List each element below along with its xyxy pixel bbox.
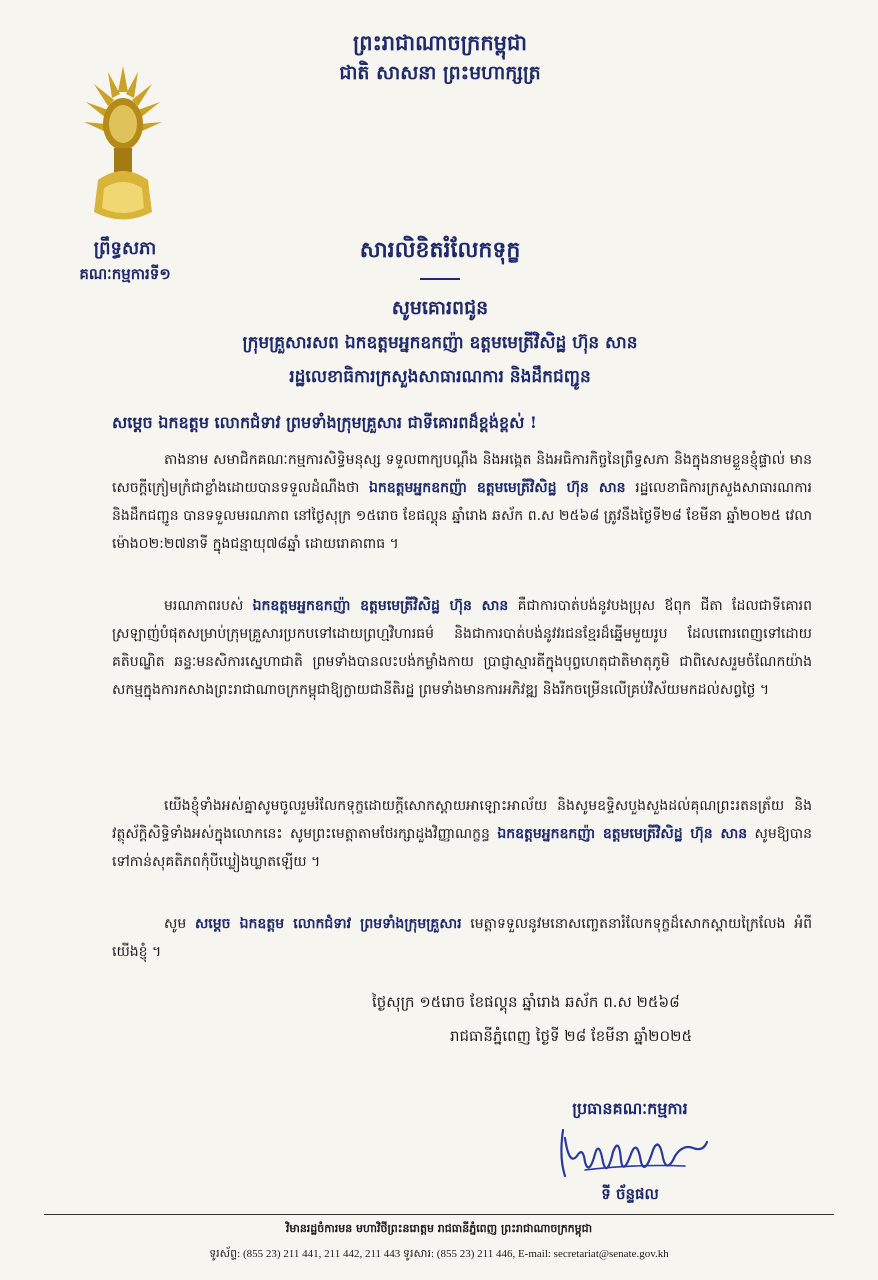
p4-text-c: មេត្តាទទួលនូវមនោសញ្ចេតនារំលែកទុក្ខដ៏សោកស្តាយក្រៃលែង អំពីយើងខ្ញុំ ។ <box>112 916 812 960</box>
kingdom-header <box>230 28 650 88</box>
signer-name: ទី ច័ន្ទផល <box>601 1185 659 1203</box>
organization-block <box>40 236 210 286</box>
recipient-block <box>110 290 770 394</box>
p4-addressee: សម្តេច ឯកឧត្តម លោកជំទាវ ព្រមទាំងក្រុមគ្រួសារ <box>194 916 462 932</box>
kingdom-name: ព្រះរាជាណាចក្រកម្ពុជា <box>352 30 527 55</box>
recipient-greeting: សូមគោរពជូន <box>391 297 489 319</box>
salutation: សម្តេច ឯកឧត្តម លោកជំទាវ ព្រមទាំងក្រុមគ្រួសារ ជាទីគោរពដ៏ខ្ពង់ខ្ពស់ ! <box>112 413 537 432</box>
signer-title: ប្រធានគណៈកម្មការ <box>572 1099 688 1118</box>
document-title: សារលិខិតរំលែកទុក្ខ <box>359 237 521 263</box>
recipient-family: ក្រុមគ្រួសារសព ឯកឧត្តមអ្នកឧកញ៉ា ឧត្តមមេត្រីវិសិដ្ឋ ហ៊ុន សាន <box>242 333 638 353</box>
signature-icon <box>555 1118 715 1188</box>
p1-text-a: តាងនាម សមាជិកគណៈកម្មការសិទ្ធិមនុស្ស ទទួលពាក្យបណ្តឹង និងអង្កេត និងអធិការកិច្ចនៃព្រឹទ្ធសភា និងក្នុងនាមខ្លួនខ្ញុំផ្ទាល់ មានសេចក្តីក្រៀមក្រំជាខ្លាំងដោយបានទទួលដំណឹងថា <box>112 452 812 496</box>
national-motto: ជាតិ សាសនា ព្រះមហាក្សត្រ <box>339 62 541 84</box>
paragraph-4 <box>112 910 812 966</box>
paragraph-2 <box>112 592 812 704</box>
committee-name: គណៈកម្មការទី១ <box>79 265 171 283</box>
p3-text-c: សូមឱ្យបានទៅកាន់សុគតិភពកុំបីឃ្លៀងឃ្លាតឡើយ ។ <box>112 826 813 870</box>
footer-address: វិមានរដ្ឋចំការមន មហាវិថីព្រះនរោត្តម រាជធានីភ្នំពេញ ព្រះរាជាណាចក្រកម្ពុជា <box>285 1222 593 1235</box>
p3-text-a: យើងខ្ញុំទាំងអស់គ្នាសូមចូលរួមរំលែកទុក្ខដោយក្តីសោកស្តាយអាឡោះអាល័យ និងសូមឧទ្ទិសបួងសួងដល់គុណព្រះរតនត្រ័យ និងវត្ថុស័ក្តិសិទ្ធិទាំងអស់ក្នុងលោកនេះ សូមព្រះមេត្តាតាមថែរក្សាដួងវិញ្ញាណក្ខន្ធ <box>112 798 812 842</box>
solar-date: រាជធានីភ្នំពេញ ថ្ងៃទី ២៨ ខែមីនា ឆ្នាំ២០២៥ <box>450 1027 693 1045</box>
footer-divider <box>44 1214 834 1215</box>
p2-name: ឯកឧត្តមអ្នកឧកញ៉ា ឧត្តមមេត្រីវិសិដ្ឋ ហ៊ុន សាន <box>252 598 509 614</box>
senate-emblem-icon <box>78 62 168 232</box>
p1-name: ឯកឧត្តមអ្នកឧកញ៉ា ឧត្តមមេត្រីវិសិដ្ឋ ហ៊ុន សាន <box>368 480 626 496</box>
p2-text-a: មរណភាពរបស់ <box>164 598 244 614</box>
recipient-position: រដ្ឋលេខាធិការក្រសួងសាធារណការ និងដឹកជញ្ជូន <box>289 367 591 387</box>
footer-contact: ទូរស័ព្ទ: (855 23) 211 441, 211 442, 211 443 ទូរសារ: (855 23) 211 446, E-mail: secretariat@senate.gov.kh <box>209 1248 669 1260</box>
date-block <box>372 985 792 1053</box>
p3-name: ឯកឧត្តមអ្នកឧកញ៉ា ឧត្តមមេត្រីវិសិដ្ឋ ហ៊ុន សាន <box>497 826 748 842</box>
p4-text-a: សូម <box>164 916 187 932</box>
p2-text-c: គឺជាការបាត់បង់នូវបងប្រុស ឪពុក ជីតា ដែលជាទីគោរពស្រឡាញ់បំផុតសម្រាប់ក្រុមគ្រួសារប្រកបទៅដោយព្រហ្មវិហារធម៌ និងជាការបាត់បង់នូវវរជនខ្មែរដ៏ឆ្នើមមួយរូប ដែលពោរពេញទៅដោយគតិបណ្ឌិត ឆន្ទៈមនសិការស្នេហាជាតិ ព្រមទាំងបានលះបង់កម្លាំងកាយ ប្រាជ្ញាស្មារតីក្នុងបុព្វហេតុជាតិមាតុភូមិ ជាពិសេសរួមចំណែកយ៉ាងសកម្មក្នុងការកសាងព្រះរាជាណាចក្រកម្ពុជាឱ្យក្លាយជានីតិរដ្ឋ ព្រមទាំងមានការអភិវឌ្ឍ និងរីកចម្រើនលើគ្រប់វិស័យមកដល់សព្វថ្ងៃ ។ <box>112 598 812 698</box>
lunar-date: ថ្ងៃសុក្រ ១៥រោច ខែផល្គុន ឆ្នាំរោង ឆស័ក ព.ស ២៥៦៨ <box>372 993 680 1011</box>
title-divider <box>420 278 460 280</box>
organization-name: ព្រឹទ្ធសភា <box>93 238 157 259</box>
paragraph-1 <box>112 446 812 558</box>
p1-text-c: រដ្ឋលេខាធិការក្រសួងសាធារណការ និងដឹកជញ្ជូន បានទទួលមរណភាព នៅថ្ងៃសុក្រ ១៥រោច ខែផល្គុន ឆ្នាំរោង ឆស័ក ព.ស ២៥៦៨ ត្រូវនឹងថ្ងៃទី២៨ ខែមីនា ឆ្នាំ២០២៥ វេលាម៉ោង០២:២៧នាទី ក្នុងជន្មាយុ៧៨ឆ្នាំ ដោយរោគាពាធ ។ <box>112 480 812 552</box>
paragraph-3 <box>112 792 812 876</box>
